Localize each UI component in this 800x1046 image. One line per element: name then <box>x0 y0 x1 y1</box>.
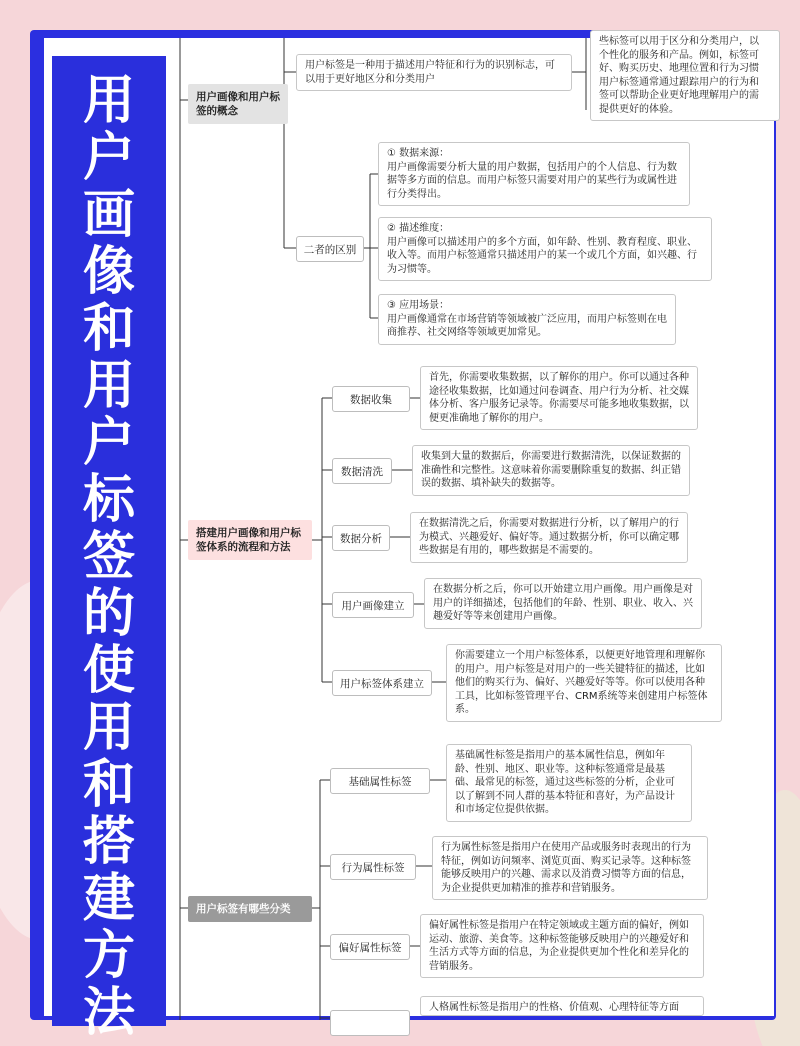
tag-type-node: 行为属性标签 <box>330 854 416 880</box>
process-step-node: 用户画像建立 <box>332 592 414 618</box>
tag-type-detail: 行为属性标签是指用户在使用产品或服务时表现出的行为特征，例如访问频率、浏览页面、购买记录等。这种标签能够反映用户的兴趣、需求以及消费习惯等方面的信息，为企业提供更加精准的推荐和营销服务。 <box>432 836 708 900</box>
title-char: 法 <box>82 982 135 1043</box>
process-step-node: 数据分析 <box>332 525 390 551</box>
title-char: 和 <box>82 754 135 815</box>
process-step-detail: 收集到大量的数据后，你需要进行数据清洗，以保证数据的准确性和完整性。这意味着你需要删除重复的数据、纠正错误的数据、填补缺失的数据等。 <box>412 445 690 496</box>
title-char: 方 <box>82 925 135 986</box>
difference-item: ③ 应用场景： 用户画像通常在市场营销等领域被广泛应用，而用户标签则在电商推荐、社交网络等领域更加常见。 <box>378 294 676 345</box>
process-step-node: 用户标签体系建立 <box>332 670 432 696</box>
tag-type-node: 基础属性标签 <box>330 768 430 794</box>
concept-description: 用户标签是一种用于描述用户特征和行为的识别标志，可以用于更好地区分和分类用户 <box>296 54 572 91</box>
title-char: 用 <box>82 70 135 131</box>
process-step-detail: 首先，你需要收集数据，以了解你的用户。你可以通过各种途径收集数据，比如通过问卷调查、用户行为分析、社交媒体分析、客户服务记录等。你需要尽可能多地收集数据，以便更准确地了解你的用户。 <box>420 366 698 430</box>
difference-item: ① 数据来源： 用户画像需要分析大量的用户数据，包括用户的个人信息、行为数据等多方面的信息。而用户标签只需要对用户的某些行为或属性进行分类得出。 <box>378 142 690 206</box>
category-concept: 用户画像和用户标签的概念 <box>188 84 288 124</box>
title-char: 签 <box>82 526 135 587</box>
tag-type-detail-clipped: 人格属性标签是指用户的性格、价值观、心理特征等方面 <box>420 996 704 1016</box>
title-char: 标 <box>82 469 135 530</box>
title-char: 搭 <box>82 811 135 872</box>
title-char: 画 <box>82 184 135 245</box>
title-char: 使 <box>82 640 135 701</box>
category-process: 搭建用户画像和用户标签体系的流程和方法 <box>188 520 312 560</box>
title-char: 建 <box>82 868 135 929</box>
process-step-node: 数据清洗 <box>332 458 392 484</box>
tag-type-node-clipped <box>330 1010 410 1036</box>
difference-node: 二者的区别 <box>296 236 364 262</box>
title-char: 像 <box>82 241 135 302</box>
concept-detail-clipped: 些标签可以用于区分和分类用户，以 个性化的服务和产品。例如，标签可 好、购买历史、地理位置和行为习惯 用户标签通常通过跟踪用户的行为和 签可以帮助企业更好地理解用户的需 提供更好的体验。 <box>590 30 780 121</box>
process-step-detail: 你需要建立一个用户标签体系，以便更好地管理和理解你的用户。用户标签是对用户的一些关键特征的描述，比如他们的购买行为、偏好、兴趣爱好等等。你可以使用各种工具，比如标签管理平台、CRM系统等来创建用户标签体系。 <box>446 644 722 722</box>
tag-type-detail: 偏好属性标签是指用户在特定领域或主题方面的偏好，例如运动、旅游、美食等。这种标签能够反映用户的兴趣爱好和生活方式等方面的信息，为企业提供更加个性化和差异化的营销服务。 <box>420 914 704 978</box>
title-char: 户 <box>82 412 135 473</box>
title-char: 户 <box>82 127 135 188</box>
tag-type-detail: 基础属性标签是指用户的基本属性信息，例如年龄、性别、地区、职业等。这种标签通常是最基础、最常见的标签，通过这些标签的分析，企业可以了解到不同人群的基本特征和喜好，为产品设计和市场定位提供依据。 <box>446 744 692 822</box>
process-step-detail: 在数据分析之后，你可以开始建立用户画像。用户画像是对用户的详细描述，包括他们的年龄、性别、职业、收入、兴趣爱好等等来创建用户画像。 <box>424 578 702 629</box>
tag-type-node: 偏好属性标签 <box>330 934 410 960</box>
process-step-detail: 在数据清洗之后，你需要对数据进行分析，以了解用户的行为模式、兴趣爱好、偏好等。通过数据分析，你可以确定哪些数据是有用的，哪些数据是不需要的。 <box>410 512 688 563</box>
title-char: 和 <box>82 298 135 359</box>
title-char: 用 <box>82 697 135 758</box>
process-step-node: 数据收集 <box>332 386 410 412</box>
title-char: 的 <box>82 583 135 644</box>
category-tag-types: 用户标签有哪些分类 <box>188 896 312 922</box>
title-char: 用 <box>82 355 135 416</box>
difference-item: ② 描述维度： 用户画像可以描述用户的多个方面，如年龄、性别、教育程度、职业、收入等。而用户标签通常只描述用户的某一个或几个方面，如兴趣、行为习惯等。 <box>378 217 712 281</box>
